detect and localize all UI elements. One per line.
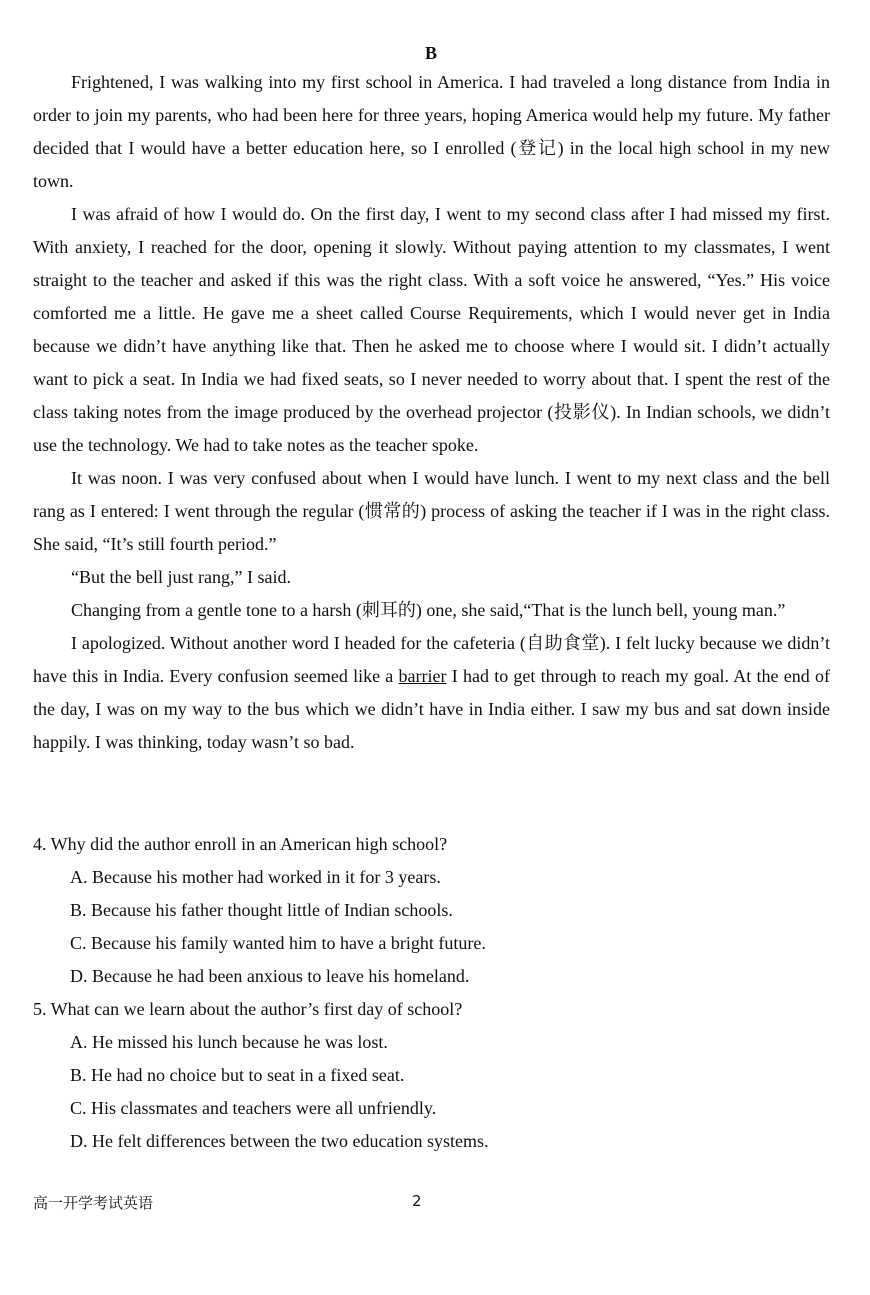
option-b: B. Because his father thought little of Indian schools. — [70, 900, 453, 920]
option-c: C. Because his family wanted him to have a bright future. — [70, 933, 486, 953]
paragraph-6-text-end: I had to get through to reach my goal. At the end of the day, I was on my way to the bus which we didn’t have in India either. I saw my bus and sat down inside happily. I was thinking, today wasn’t so bad. — [33, 666, 830, 752]
footer-page-number: 2 — [412, 1192, 422, 1210]
option-a: A. Because his mother had worked in it for 3 years. — [70, 867, 441, 887]
section-title: B — [424, 43, 437, 63]
question-stem: 4. Why did the author enroll in an American high school? — [33, 834, 448, 854]
question-stem: 5. What can we learn about the author’s first day of school? — [33, 999, 463, 1019]
passage-paragraph-3: It was noon. I was very confused about when I would have lunch. I went to my next class and the bell rang as I entered: I went through the regular (惯常的) process of asking the teacher if I was in the right class. She said, “It’s still fourth period.” — [33, 468, 830, 554]
paragraph-6-text-start: I apologized. Without another word I headed for the cafeteria (自助食堂). I felt lucky because we didn’t have this in India. Every confusion seemed like a — [33, 633, 830, 686]
reading-passage — [33, 66, 830, 759]
option-d: D. He felt differences between the two education systems. — [70, 1131, 489, 1151]
option-c: C. His classmates and teachers were all unfriendly. — [70, 1098, 437, 1118]
passage-paragraph-5: Changing from a gentle tone to a harsh (刺耳的) one, she said,“That is the lunch bell, young man.” — [71, 600, 786, 620]
underlined-word: barrier — [398, 666, 447, 686]
passage-paragraph-4: “But the bell just rang,” I said. — [71, 567, 291, 587]
question-5 — [33, 993, 830, 1158]
footer-exam-name: 高一开学考试英语 — [33, 1194, 154, 1212]
passage-paragraph-6 — [33, 627, 830, 759]
question-4 — [33, 828, 830, 993]
passage-paragraph-2: I was afraid of how I would do. On the first day, I went to my second class after I had missed my first. With anxiety, I reached for the door, opening it slowly. Without paying attention to my classmates, I went straight to the teacher and asked if this was the right class. With a soft voice he answered, “Yes.” His voice comforted me a little. He gave me a sheet called Course Requirements, which I would never get in India because we didn’t have anything like that. Then he asked me to choose where I would sit. I didn’t actually want to pick a seat. In India we had fixed seats, so I never needed to worry about that. I spent the rest of the class taking notes from the image produced by the overhead projector (投影仪). In Indian schools, we didn’t use the technology. We had to take notes as the teacher spoke. — [33, 204, 830, 455]
option-b: B. He had no choice but to seat in a fixed seat. — [70, 1065, 405, 1085]
passage-paragraph-1: Frightened, I was walking into my first school in America. I had traveled a long distance from India in order to join my parents, who had been here for three years, hoping America would help my future. My father decided that I would have a better education here, so I enrolled (登记) in the local high school in my new town. — [33, 72, 830, 191]
option-d: D. Because he had been anxious to leave his homeland. — [70, 966, 470, 986]
option-a: A. He missed his lunch because he was lost. — [70, 1032, 388, 1052]
question-list — [33, 828, 830, 1158]
